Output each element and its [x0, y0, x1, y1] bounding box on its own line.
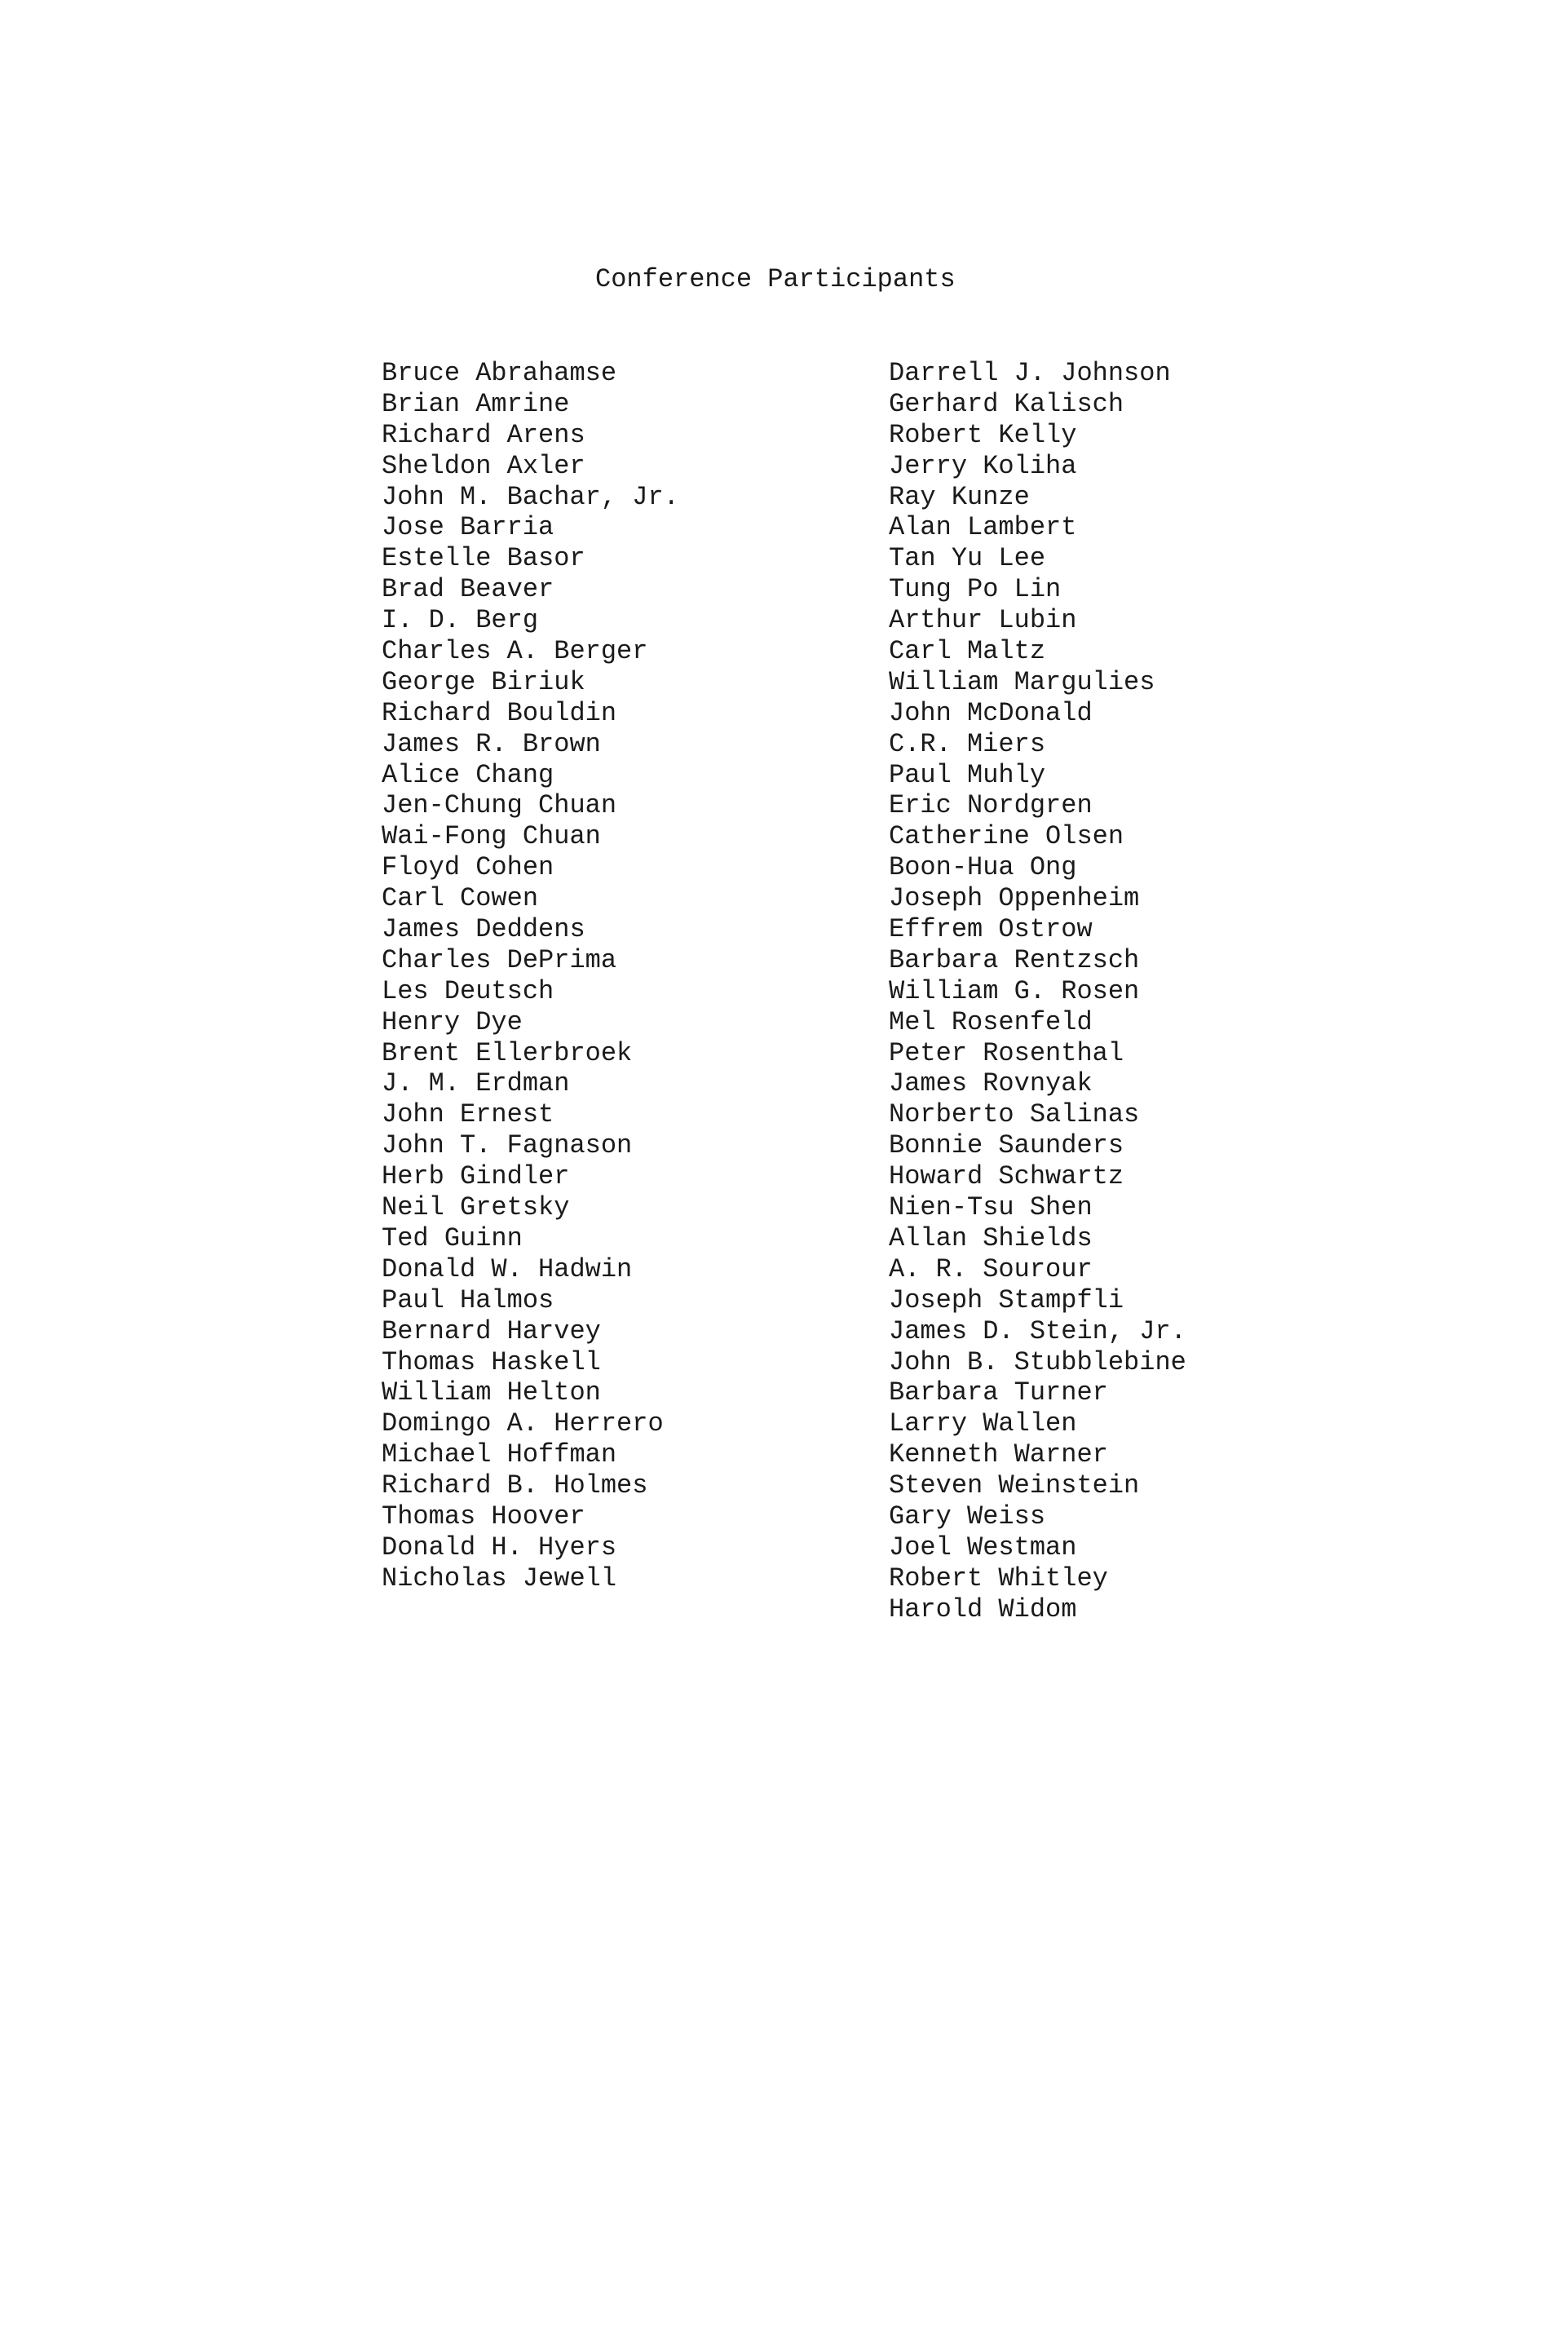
participant-name: C.R. Miers [889, 728, 1046, 759]
page-title: Conference Participants [595, 264, 956, 294]
participant-name: Charles A. Berger [382, 636, 648, 667]
participants-right-column [889, 358, 1186, 1625]
participant-name: Effrem Ostrow [889, 914, 1093, 945]
participant-name: Boon-Hua Ong [889, 852, 1077, 883]
participant-name: Ted Guinn [382, 1222, 523, 1253]
participant-name: Floyd Cohen [382, 852, 554, 883]
participant-name: Jose Barria [382, 512, 554, 543]
participant-name: Joel Westman [889, 1532, 1077, 1563]
participant-name: Arthur Lubin [889, 605, 1077, 636]
participant-name: Donald H. Hyers [382, 1532, 617, 1563]
participant-name: John Ernest [382, 1099, 554, 1130]
participant-name: Alan Lambert [889, 512, 1077, 543]
participant-name: Herb Gindler [382, 1161, 570, 1192]
participant-name: Joseph Oppenheim [889, 883, 1140, 914]
participants-left-column [382, 358, 679, 1594]
participant-name: Kenneth Warner [889, 1439, 1108, 1470]
participant-name: William Helton [382, 1377, 601, 1408]
participant-name: Tung Po Lin [889, 574, 1062, 605]
participant-name: James Deddens [382, 914, 585, 945]
participant-name: Sheldon Axler [382, 450, 585, 481]
participant-name: Norberto Salinas [889, 1099, 1140, 1130]
participant-name: Donald W. Hadwin [382, 1253, 633, 1284]
participant-name: Peter Rosenthal [889, 1037, 1124, 1068]
participant-name: Darrell J. Johnson [889, 358, 1171, 388]
participant-name: Paul Halmos [382, 1284, 554, 1315]
participant-name: Jerry Koliha [889, 450, 1077, 481]
participant-name: Allan Shields [889, 1222, 1093, 1253]
participant-name: Les Deutsch [382, 975, 554, 1006]
participant-name: Robert Whitley [889, 1563, 1108, 1593]
participant-name: William Margulies [889, 666, 1155, 697]
participant-name: Richard Bouldin [382, 697, 617, 728]
participant-name: Robert Kelly [889, 419, 1077, 450]
participant-name: Tan Yu Lee [889, 543, 1046, 574]
participant-name: Gerhard Kalisch [889, 388, 1124, 419]
participant-name: A. R. Sourour [889, 1253, 1093, 1284]
participant-name: Neil Gretsky [382, 1192, 570, 1223]
participant-name: Gary Weiss [889, 1501, 1046, 1532]
participant-name: Charles DePrima [382, 944, 617, 975]
participant-name: Nicholas Jewell [382, 1563, 617, 1593]
participant-name: Domingo A. Herrero [382, 1408, 664, 1439]
participant-name: Barbara Turner [889, 1377, 1108, 1408]
participant-name: Brent Ellerbroek [382, 1037, 633, 1068]
participant-name: Harold Widom [889, 1593, 1077, 1624]
participant-name: Bruce Abrahamse [382, 358, 617, 388]
participant-name: John T. Fagnason [382, 1130, 633, 1161]
participant-name: Eric Nordgren [889, 790, 1093, 821]
participant-name: Henry Dye [382, 1006, 523, 1037]
participant-name: Thomas Hoover [382, 1501, 585, 1532]
participant-name: Thomas Haskell [382, 1346, 601, 1377]
participant-name: Estelle Basor [382, 543, 585, 574]
participant-name: John McDonald [889, 697, 1093, 728]
participant-name: George Biriuk [382, 666, 585, 697]
participant-name: Brian Amrine [382, 388, 570, 419]
participant-name: Carl Cowen [382, 883, 539, 914]
participant-name: Nien-Tsu Shen [889, 1192, 1093, 1223]
participant-name: James Rovnyak [889, 1068, 1093, 1099]
participant-name: Bonnie Saunders [889, 1130, 1124, 1161]
participant-name: Richard B. Holmes [382, 1470, 648, 1501]
participant-name: James D. Stein, Jr. [889, 1315, 1186, 1346]
participant-name: Jen-Chung Chuan [382, 790, 617, 821]
participant-name: James R. Brown [382, 728, 601, 759]
participant-name: William G. Rosen [889, 975, 1140, 1006]
participant-name: Richard Arens [382, 419, 585, 450]
participant-name: Joseph Stampfli [889, 1284, 1124, 1315]
participant-name: Larry Wallen [889, 1408, 1077, 1439]
participant-name: Mel Rosenfeld [889, 1006, 1093, 1037]
participant-name: Bernard Harvey [382, 1315, 601, 1346]
participant-name: John B. Stubblebine [889, 1346, 1186, 1377]
participant-name: Howard Schwartz [889, 1161, 1124, 1192]
participant-name: Alice Chang [382, 759, 554, 790]
participant-name: Ray Kunze [889, 481, 1030, 512]
participant-name: Carl Maltz [889, 636, 1046, 667]
participant-name: Paul Muhly [889, 759, 1046, 790]
participant-name: Michael Hoffman [382, 1439, 617, 1470]
participant-name: I. D. Berg [382, 605, 539, 636]
participant-name: Steven Weinstein [889, 1470, 1140, 1501]
participant-name: J. M. Erdman [382, 1068, 570, 1099]
participant-name: Barbara Rentzsch [889, 944, 1140, 975]
participant-name: John M. Bachar, Jr. [382, 481, 679, 512]
participant-name: Brad Beaver [382, 574, 554, 605]
participant-name: Wai-Fong Chuan [382, 821, 601, 852]
participant-name: Catherine Olsen [889, 821, 1124, 852]
